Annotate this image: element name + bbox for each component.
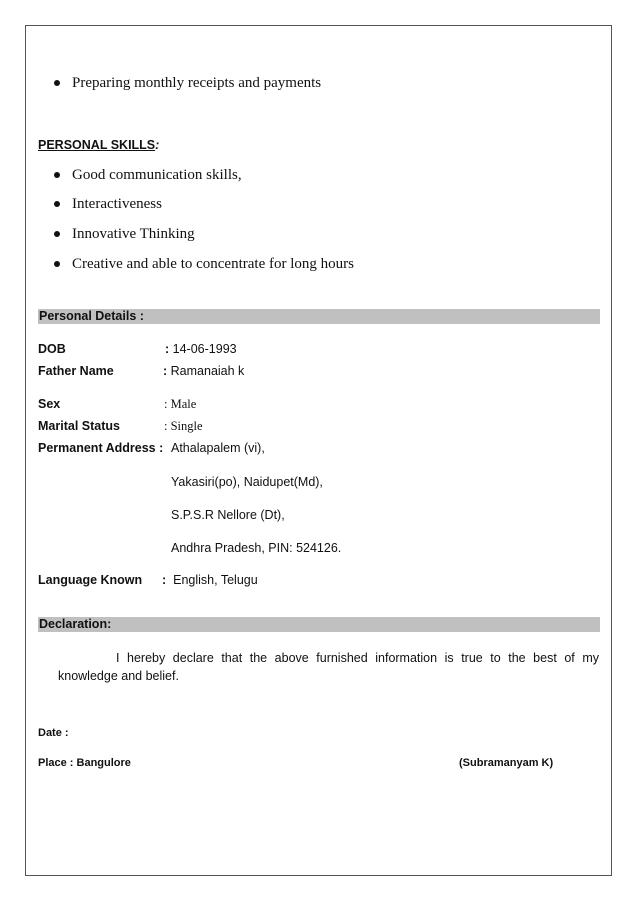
dob-label: DOB bbox=[38, 342, 66, 356]
declaration-heading: Declaration: bbox=[38, 617, 600, 632]
bullet-icon bbox=[54, 201, 60, 207]
dob-value: : 14-06-1993 bbox=[165, 342, 237, 356]
address-line: Andhra Pradesh, PIN: 524126. bbox=[171, 541, 342, 555]
list-item: Interactiveness bbox=[54, 196, 162, 213]
language-label: Language Known bbox=[38, 573, 143, 587]
sex-value: : Male bbox=[164, 397, 197, 411]
list-item: Creative and able to concentrate for long hours bbox=[54, 256, 354, 273]
personal-details-heading: Personal Details : bbox=[38, 309, 600, 324]
address-line: Athalapalem (vi), bbox=[171, 441, 265, 455]
list-item: Good communication skills, bbox=[54, 167, 242, 184]
language-value: : English, Telugu bbox=[162, 573, 258, 587]
address-line: Yakasiri(po), Naidupet(Md), bbox=[171, 475, 323, 489]
bullet-icon bbox=[54, 172, 60, 178]
declaration-text: I hereby declare that the above furnished information is true to the best of my knowledge and belief. bbox=[58, 651, 599, 683]
father-name-value: : Ramanaiah k bbox=[163, 364, 245, 378]
address-line: S.P.S.R Nellore (Dt), bbox=[171, 508, 285, 522]
list-item: Preparing monthly receipts and payments bbox=[54, 75, 321, 92]
signature: (Subramanyam K) bbox=[459, 757, 554, 769]
marital-status-value: : Single bbox=[164, 419, 203, 433]
list-item: Innovative Thinking bbox=[54, 226, 195, 243]
bullet-icon bbox=[54, 80, 60, 86]
date-label: Date : bbox=[38, 727, 69, 739]
bullet-icon bbox=[54, 231, 60, 237]
sex-label: Sex bbox=[38, 397, 61, 411]
permanent-address-label: Permanent Address : bbox=[38, 441, 164, 455]
place-label: Place : Bangulore bbox=[38, 757, 131, 769]
bullet-icon bbox=[54, 261, 60, 267]
father-name-label: Father Name bbox=[38, 364, 114, 378]
marital-status-label: Marital Status bbox=[38, 419, 120, 433]
personal-skills-heading: PERSONAL SKILLS: bbox=[38, 138, 160, 152]
